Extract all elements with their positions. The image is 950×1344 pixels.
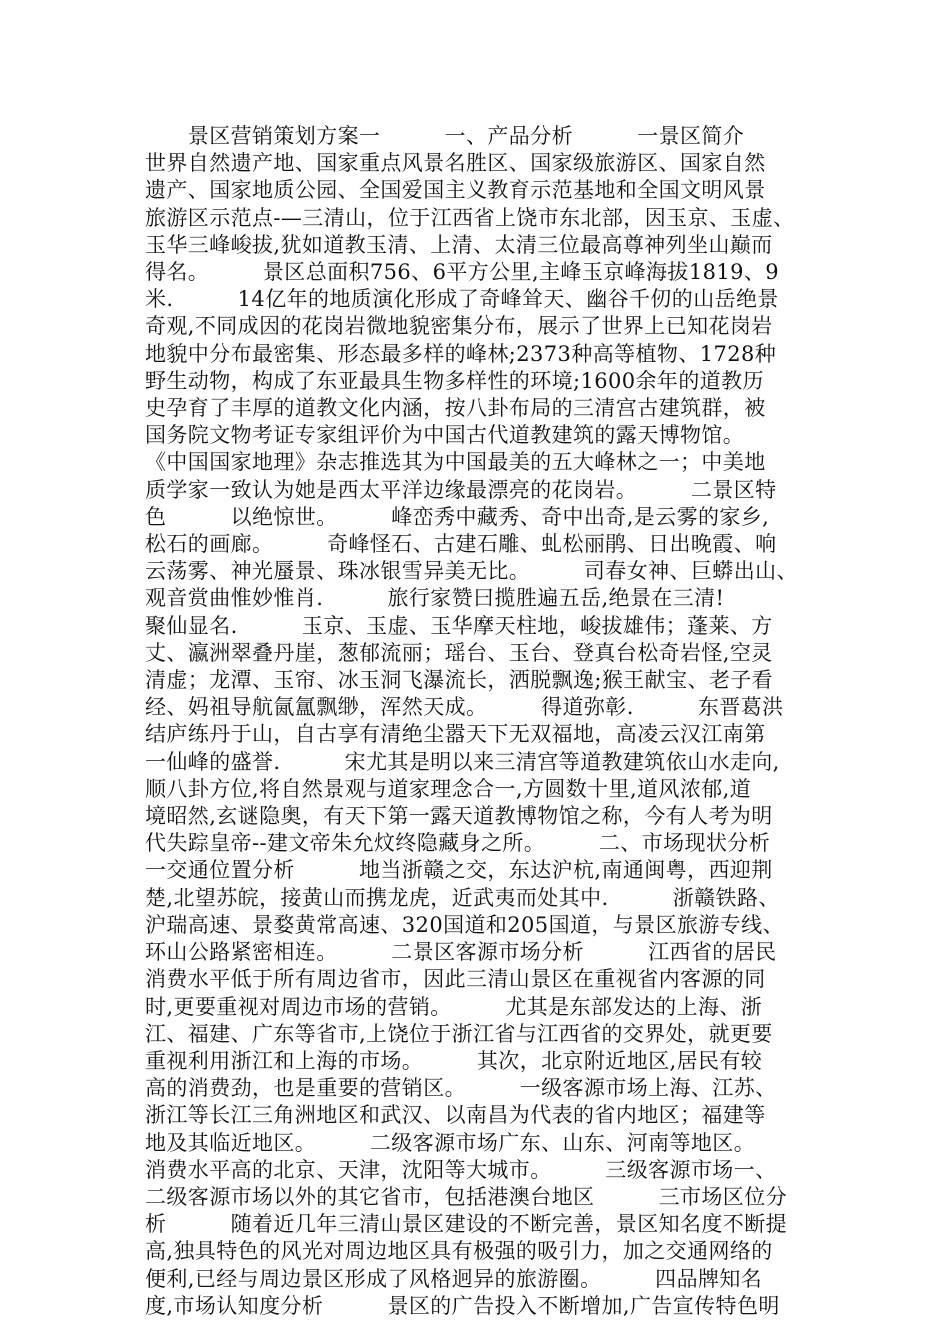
document-body: [145, 123, 815, 1320]
text-line: 一仙峰的盛誉. 宋尤其是明以来三清宫等道教建筑依山水走向,: [145, 749, 780, 774]
text-line: 消费水平高的北京、天津，沈阳等大城市。 三级客源市场一、: [145, 1157, 777, 1182]
text-line: 野生动物，构成了东亚最具生物多样性的环境;1600余年的道教历: [145, 368, 764, 393]
text-line: 消费水平低于所有周边省市，因此三清山景区在重视省内客源的同: [145, 967, 766, 992]
text-line: 经、妈祖导航氤氲飘缈，浑然天成。 得道弥彰. 东晋葛洪: [145, 695, 784, 720]
text-line: 《中国国家地理》杂志推选其为中国最美的五大峰林之一；中美地: [145, 450, 766, 475]
text-line: 环山公路紧密相连。 二景区客源市场分析 江西省的居民: [145, 940, 777, 965]
text-line: 地及其临近地区。 二级客源市场广东、山东、河南等地区。: [145, 1130, 756, 1155]
text-line: 质学家一致认为她是西太平洋边缘最漂亮的花岗岩。 二景区特: [145, 477, 777, 502]
text-line: 观音赏曲惟妙惟肖. 旅行家赞曰揽胜遍五岳,绝景在三清!: [145, 586, 725, 611]
text-line: 浙江等长江三角洲地区和武汉、以南昌为代表的省内地区；福建等: [145, 1103, 766, 1128]
text-line: 江、福建、广东等省市,上饶位于浙江省与江西省的交界处，就更要: [145, 1021, 773, 1046]
text-line: 代失踪皇帝--建文帝朱允炆终隐藏身之所。 二、市场现状分析: [145, 831, 771, 856]
text-line: 楚,北望苏皖，接黄山而携龙虎，近武夷而处其中. 浙赣铁路、: [145, 885, 780, 910]
text-line: 奇观,不同成因的花岗岩微地貌密集分布，展示了世界上已知花岗岩: [145, 314, 773, 339]
text-line: 丈、瀛洲翠叠丹崖，葱郁流丽；瑶台、玉台、登真台松奇岩怪,空灵: [145, 640, 773, 665]
text-line: 境昭然,玄谜隐奥，有天下第一露天道教博物馆之称，今有人考为明: [145, 804, 773, 829]
text-line: 清虚；龙潭、玉帘、冰玉洞飞瀑流长，洒脱飘逸;猴王献宝、老子看: [145, 668, 774, 693]
text-line: 顺八卦方位,将自然景观与道家理念合一,方圆数十里,道风浓郁,道: [145, 776, 752, 801]
text-line: 地貌中分布最密集、形态最多样的峰林;2373种高等植物、1728种: [145, 341, 777, 366]
text-line: 米. 14亿年的地质演化形成了奇峰耸天、幽谷千仞的山岳绝景: [145, 287, 779, 312]
text-line: 史孕育了丰厚的道教文化内涵，按八卦布局的三清宫古建筑群，被: [145, 396, 766, 421]
text-line: 云荡雾、神光蜃景、珠冰银雪异美无比。 司春女神、巨蟒出山、: [145, 559, 798, 584]
text-line: 松石的画廊。 奇峰怪石、古建石雕、虬松丽鹃、日出晚霞、响: [145, 532, 777, 557]
text-line: 聚仙显名. 玉京、玉虚、玉华摩天柱地，峻拔雄伟；蓬莱、方: [145, 613, 773, 638]
text-line: 世界自然遗产地、国家重点风景名胜区、国家级旅游区、国家自然: [145, 151, 766, 176]
text-line: 一交通位置分析 地当浙赣之交，东达沪杭,南通闽粤，西迎荆: [145, 858, 773, 883]
text-line: 玉华三峰峻拔,犹如道教玉清、上清、太清三位最高尊神列坐山巅而: [145, 232, 773, 257]
text-line: 高,独具特色的风光对周边地区具有极强的吸引力，加之交通网络的: [145, 1239, 773, 1264]
text-line: 便利,已经与周边景区形成了风格迥异的旅游圈。 四品牌知名: [145, 1266, 763, 1291]
text-line: 色 以绝惊世。 峰峦秀中藏秀、奇中出奇,是云雾的家乡,: [145, 504, 770, 529]
text-line: 二级客源市场以外的其它省市，包括港澳台地区 三市场区位分: [145, 1184, 787, 1209]
text-line: 景区营销策划方案一 一、产品分析 一景区简介: [145, 124, 745, 148]
text-line: 度,市场认知度分析 景区的广告投入不断增加,广告宣传特色明: [145, 1293, 780, 1318]
text-line: 得名。 景区总面积756、6平方公里,主峰玉京峰海拔1819、9: [145, 260, 780, 285]
text-line: 国务院文物考证专家组评价为中国古代道教建筑的露天博物馆。: [145, 423, 745, 448]
text-line: 时,更要重视对周边市场的营销。 尤其是东部发达的上海、浙: [145, 994, 763, 1019]
text-line: 遗产、国家地质公园、全国爱国主义教育示范基地和全国文明风景: [145, 178, 766, 203]
text-line: 重视利用浙江和上海的市场。 其次，北京附近地区,居民有较: [145, 1048, 763, 1073]
text-line: 旅游区示范点-—三清山，位于江西省上饶市东北部，因玉京、玉虚、: [145, 205, 795, 230]
text-line: 沪瑞高速、景婺黄常高速、320国道和205国道，与景区旅游专线、: [145, 912, 784, 937]
text-line: 高的消费劲，也是重要的营销区。 一级客源市场上海、江苏、: [145, 1076, 777, 1101]
text-line: 析 随着近几年三清山景区建设的不断完善，景区知名度不断提: [145, 1212, 787, 1237]
text-line: 结庐练丹于山，自古享有清绝尘嚣天下无双福地，高凌云汉江南第: [145, 722, 766, 747]
